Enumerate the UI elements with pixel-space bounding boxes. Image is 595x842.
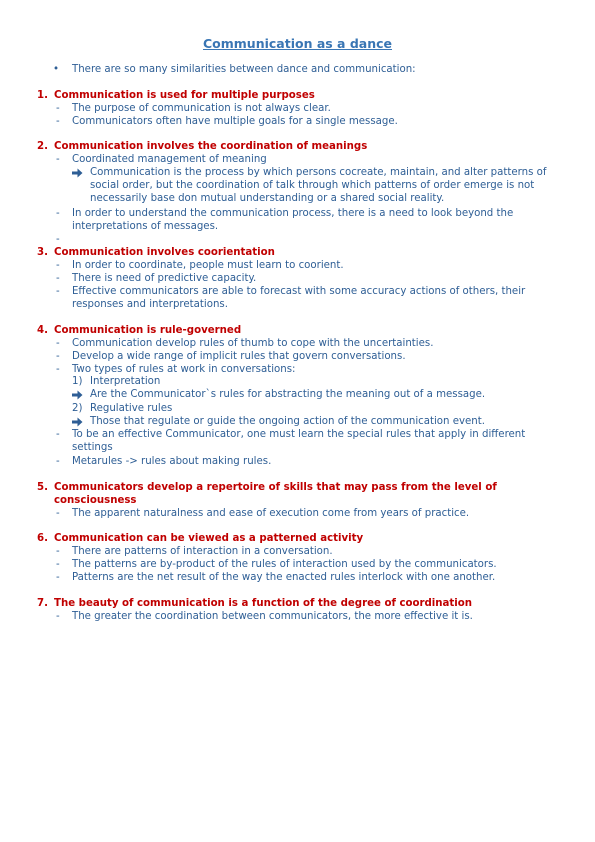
section-number: 6. bbox=[37, 533, 48, 544]
sub-item: Interpretation bbox=[90, 376, 161, 387]
list-item: There is need of predictive capacity. bbox=[72, 273, 257, 284]
section-number: 2. bbox=[37, 141, 48, 152]
section-heading: Communication is used for multiple purposes bbox=[54, 90, 315, 101]
right-arrow-icon bbox=[72, 166, 86, 182]
enum-marker: 1) bbox=[72, 376, 83, 387]
enum-marker: 2) bbox=[72, 403, 83, 414]
list-item: Metarules -> rules about making rules. bbox=[72, 456, 272, 467]
dash-icon: - bbox=[56, 546, 60, 557]
dash-icon: - bbox=[56, 338, 60, 349]
sub-item: Regulative rules bbox=[90, 403, 173, 414]
dash-icon: - bbox=[56, 456, 60, 467]
list-item: Coordinated management of meaning bbox=[72, 154, 267, 165]
dash-icon: - bbox=[56, 572, 60, 583]
dash-icon: - bbox=[56, 429, 60, 440]
list-item: The greater the coordination between communicators, the more effective it is. bbox=[72, 611, 473, 622]
dash-icon: - bbox=[56, 286, 60, 297]
section-number: 3. bbox=[37, 247, 48, 258]
list-item: To be an effective Communicator, one must learn the special rules that apply in different settings bbox=[72, 429, 526, 454]
list-item: The patterns are by-product of the rules of interaction used by the communicators. bbox=[72, 559, 497, 570]
dash-icon: - bbox=[56, 208, 60, 219]
sub-item: Are the Communicator`s rules for abstracting the meaning out of a message. bbox=[90, 389, 486, 400]
sub-item: Those that regulate or guide the ongoing action of the communication event. bbox=[90, 416, 485, 427]
dash-icon: - bbox=[56, 234, 60, 245]
dash-icon: - bbox=[56, 351, 60, 362]
section-heading: Communication involves the coordination of meanings bbox=[54, 141, 368, 152]
dash-icon: - bbox=[56, 364, 60, 375]
list-item: The apparent naturalness and ease of execution come from years of practice. bbox=[72, 508, 470, 519]
dash-icon: - bbox=[56, 559, 60, 570]
intro-text: There are so many similarities between dance and communication: bbox=[72, 64, 416, 75]
list-item: Communication develop rules of thumb to cope with the uncertainties. bbox=[72, 338, 434, 349]
section-number: 4. bbox=[37, 325, 48, 336]
section-heading: Communicators develop a repertoire of skills that may pass from the level of consciousness bbox=[54, 482, 497, 507]
dash-icon: - bbox=[56, 103, 60, 114]
list-item: Develop a wide range of implicit rules that govern conversations. bbox=[72, 351, 406, 362]
section-number: 5. bbox=[37, 482, 48, 493]
list-item: Two types of rules at work in conversations: bbox=[72, 364, 296, 375]
dash-icon: - bbox=[56, 116, 60, 127]
list-item: Effective communicators are able to forecast with some accuracy actions of others, their responses and interpretations. bbox=[72, 286, 526, 311]
bullet-icon: • bbox=[53, 64, 60, 75]
list-item: The purpose of communication is not always clear. bbox=[72, 103, 331, 114]
list-item: Communicators often have multiple goals for a single message. bbox=[72, 116, 398, 127]
dash-icon: - bbox=[56, 508, 60, 519]
dash-icon: - bbox=[56, 611, 60, 622]
section-heading: The beauty of communication is a function of the degree of coordination bbox=[54, 598, 473, 609]
sub-item: Communication is the process by which persons cocreate, maintain, and alter patterns of social order, but the coordination of talk through which patterns of order emerge is not necessarily base don mutual understanding or a shared social reality. bbox=[90, 167, 547, 205]
list-item: In order to coordinate, people must learn to coorient. bbox=[72, 260, 344, 271]
list-item: Patterns are the net result of the way the enacted rules interlock with one another. bbox=[72, 572, 496, 583]
section-heading: Communication is rule-governed bbox=[54, 325, 242, 336]
section-number: 7. bbox=[37, 598, 48, 609]
section-heading: Communication involves coorientation bbox=[54, 247, 275, 258]
dash-icon: - bbox=[56, 260, 60, 271]
list-item: In order to understand the communication process, there is a need to look beyond the interpretations of messages. bbox=[72, 208, 514, 233]
list-item: There are patterns of interaction in a conversation. bbox=[72, 546, 333, 557]
document-title: Communication as a dance bbox=[202, 36, 393, 51]
section-heading: Communication can be viewed as a patterned activity bbox=[54, 533, 364, 544]
section-number: 1. bbox=[37, 90, 48, 101]
dash-icon: - bbox=[56, 273, 60, 284]
dash-icon: - bbox=[56, 154, 60, 165]
